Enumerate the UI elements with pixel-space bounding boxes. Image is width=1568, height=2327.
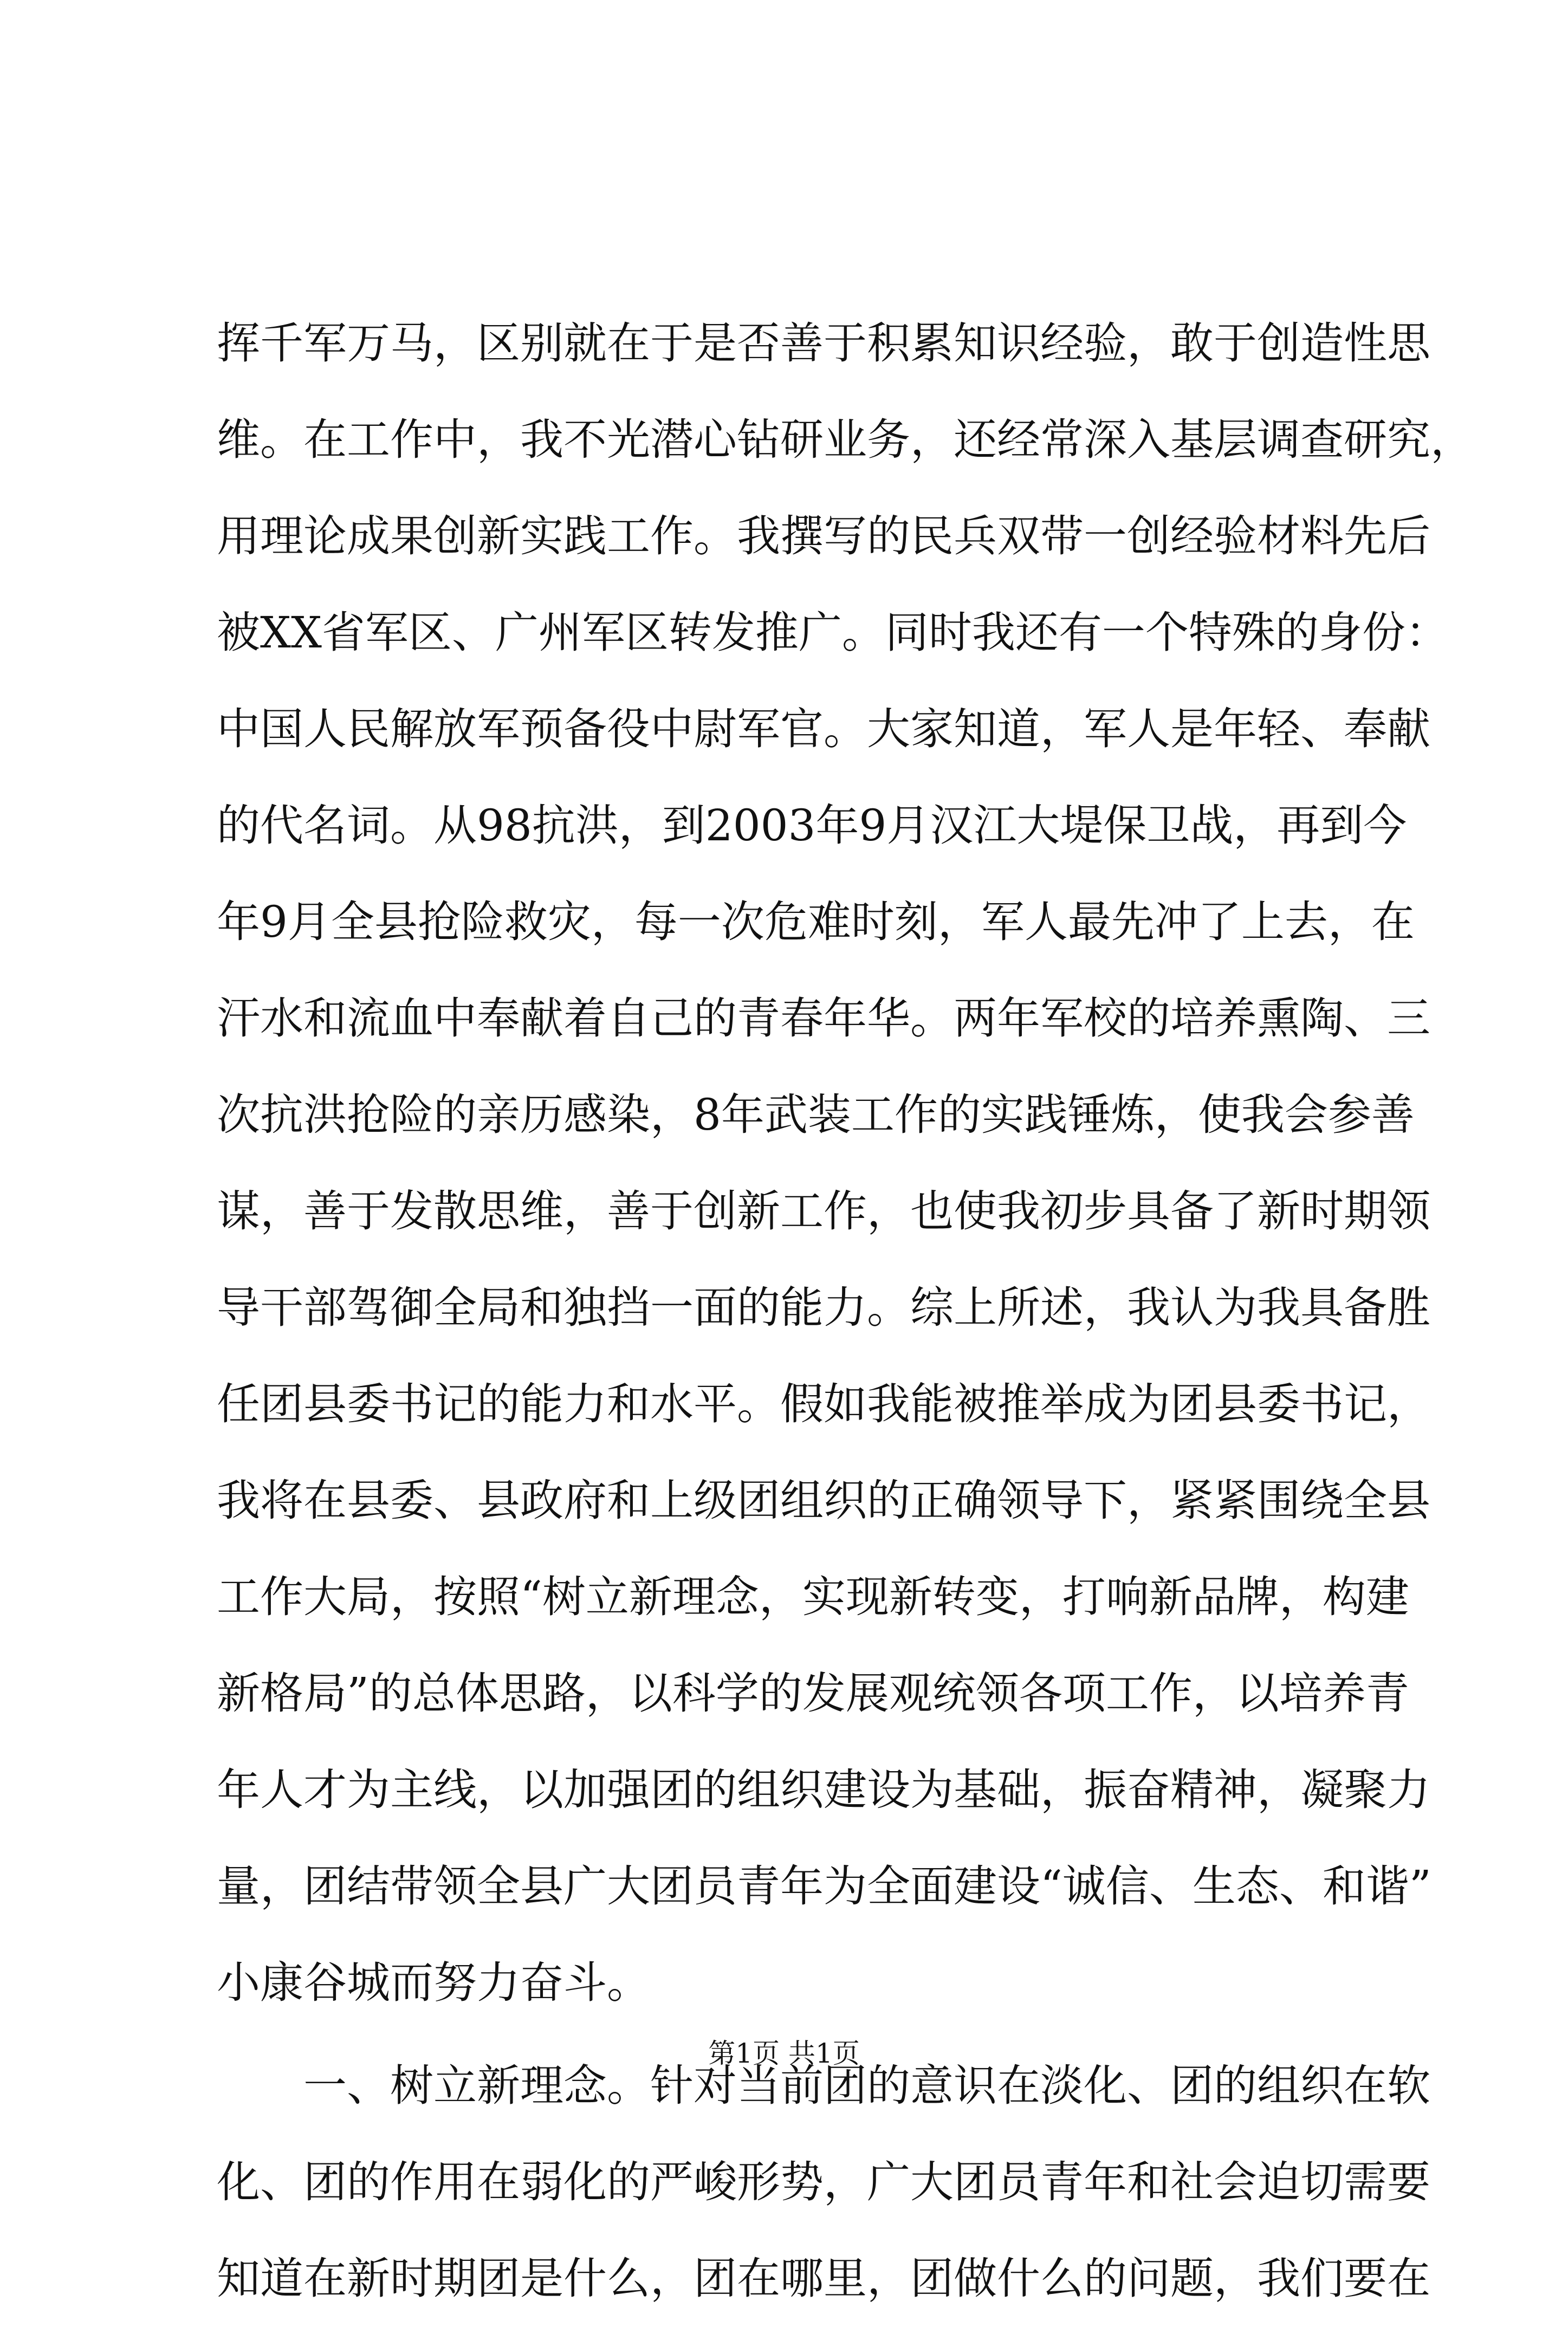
text-line: 次抗洪抢险的亲历感染，8年武装工作的实践锤炼，使我会参善: [217, 1090, 1415, 1140]
text-line: 化、团的作用在弱化的严峻形势，广大团员青年和社会迫切需要: [217, 2157, 1430, 2207]
text-line: 汗水和流血中奉献着自己的青春年华。两年军校的培养熏陶、三: [217, 993, 1430, 1043]
text-line: 任团县委书记的能力和水平。假如我能被推举成为团县委书记，: [217, 1379, 1430, 1429]
text-line: 的代名词。从98抗洪，到2003年9月汉江大堤保卫战，再到今: [217, 800, 1407, 851]
text-line: 用理论成果创新实践工作。我撰写的民兵双带一创经验材料先后: [217, 511, 1430, 561]
text-line: 被XX省军区、广州军区转发推广。同时我还有一个特殊的身份：: [217, 607, 1449, 658]
text-line: 小康谷城而努力奋斗。: [217, 1957, 650, 2008]
text-line: 挥千军万马，区别就在于是否善于积累知识经验，敢于创造性思: [217, 318, 1430, 368]
text-line: 谋，善于发散思维，善于创新工作，也使我初步具备了新时期领: [217, 1186, 1430, 1236]
text-line: 工作大局，按照“树立新理念，实现新转变，打响新品牌，构建: [217, 1572, 1409, 1622]
paragraph-2: [217, 2038, 1430, 2327]
text-line: 一、树立新理念。针对当前团的意识在淡化、团的组织在软: [303, 2060, 1430, 2111]
text-line: 年人才为主线，以加强团的组织建设为基础，振奋精神，凝聚力: [217, 1765, 1430, 1815]
text-line: 维。在工作中，我不光潜心钻研业务，还经常深入基层调查研究，: [217, 414, 1474, 465]
page-number: 第1页 共1页: [708, 2038, 860, 2069]
text-line: 知道在新时期团是什么，团在哪里，团做什么的问题，我们要在: [217, 2253, 1430, 2304]
text-line: 量，团结带领全县广大团员青年为全面建设“诚信、生态、和谐”: [217, 1861, 1431, 1911]
document-body: [217, 295, 1474, 2327]
text-line: 中国人民解放军预备役中尉军官。大家知道，军人是年轻、奉献: [217, 704, 1430, 754]
text-line: 我将在县委、县政府和上级团组织的正确领导下，紧紧围绕全县: [217, 1475, 1430, 1526]
text-line: 年9月全县抢险救灾，每一次危难时刻，军人最先冲了上去，在: [217, 897, 1415, 947]
text-line: 导干部驾御全局和独挡一面的能力。综上所述，我认为我具备胜: [217, 1282, 1430, 1333]
page-footer: [0, 2034, 1568, 2072]
paragraph-1: [217, 295, 1474, 2031]
text-line: 新格局”的总体思路，以科学的发展观统领各项工作，以培养青: [217, 1668, 1409, 1719]
